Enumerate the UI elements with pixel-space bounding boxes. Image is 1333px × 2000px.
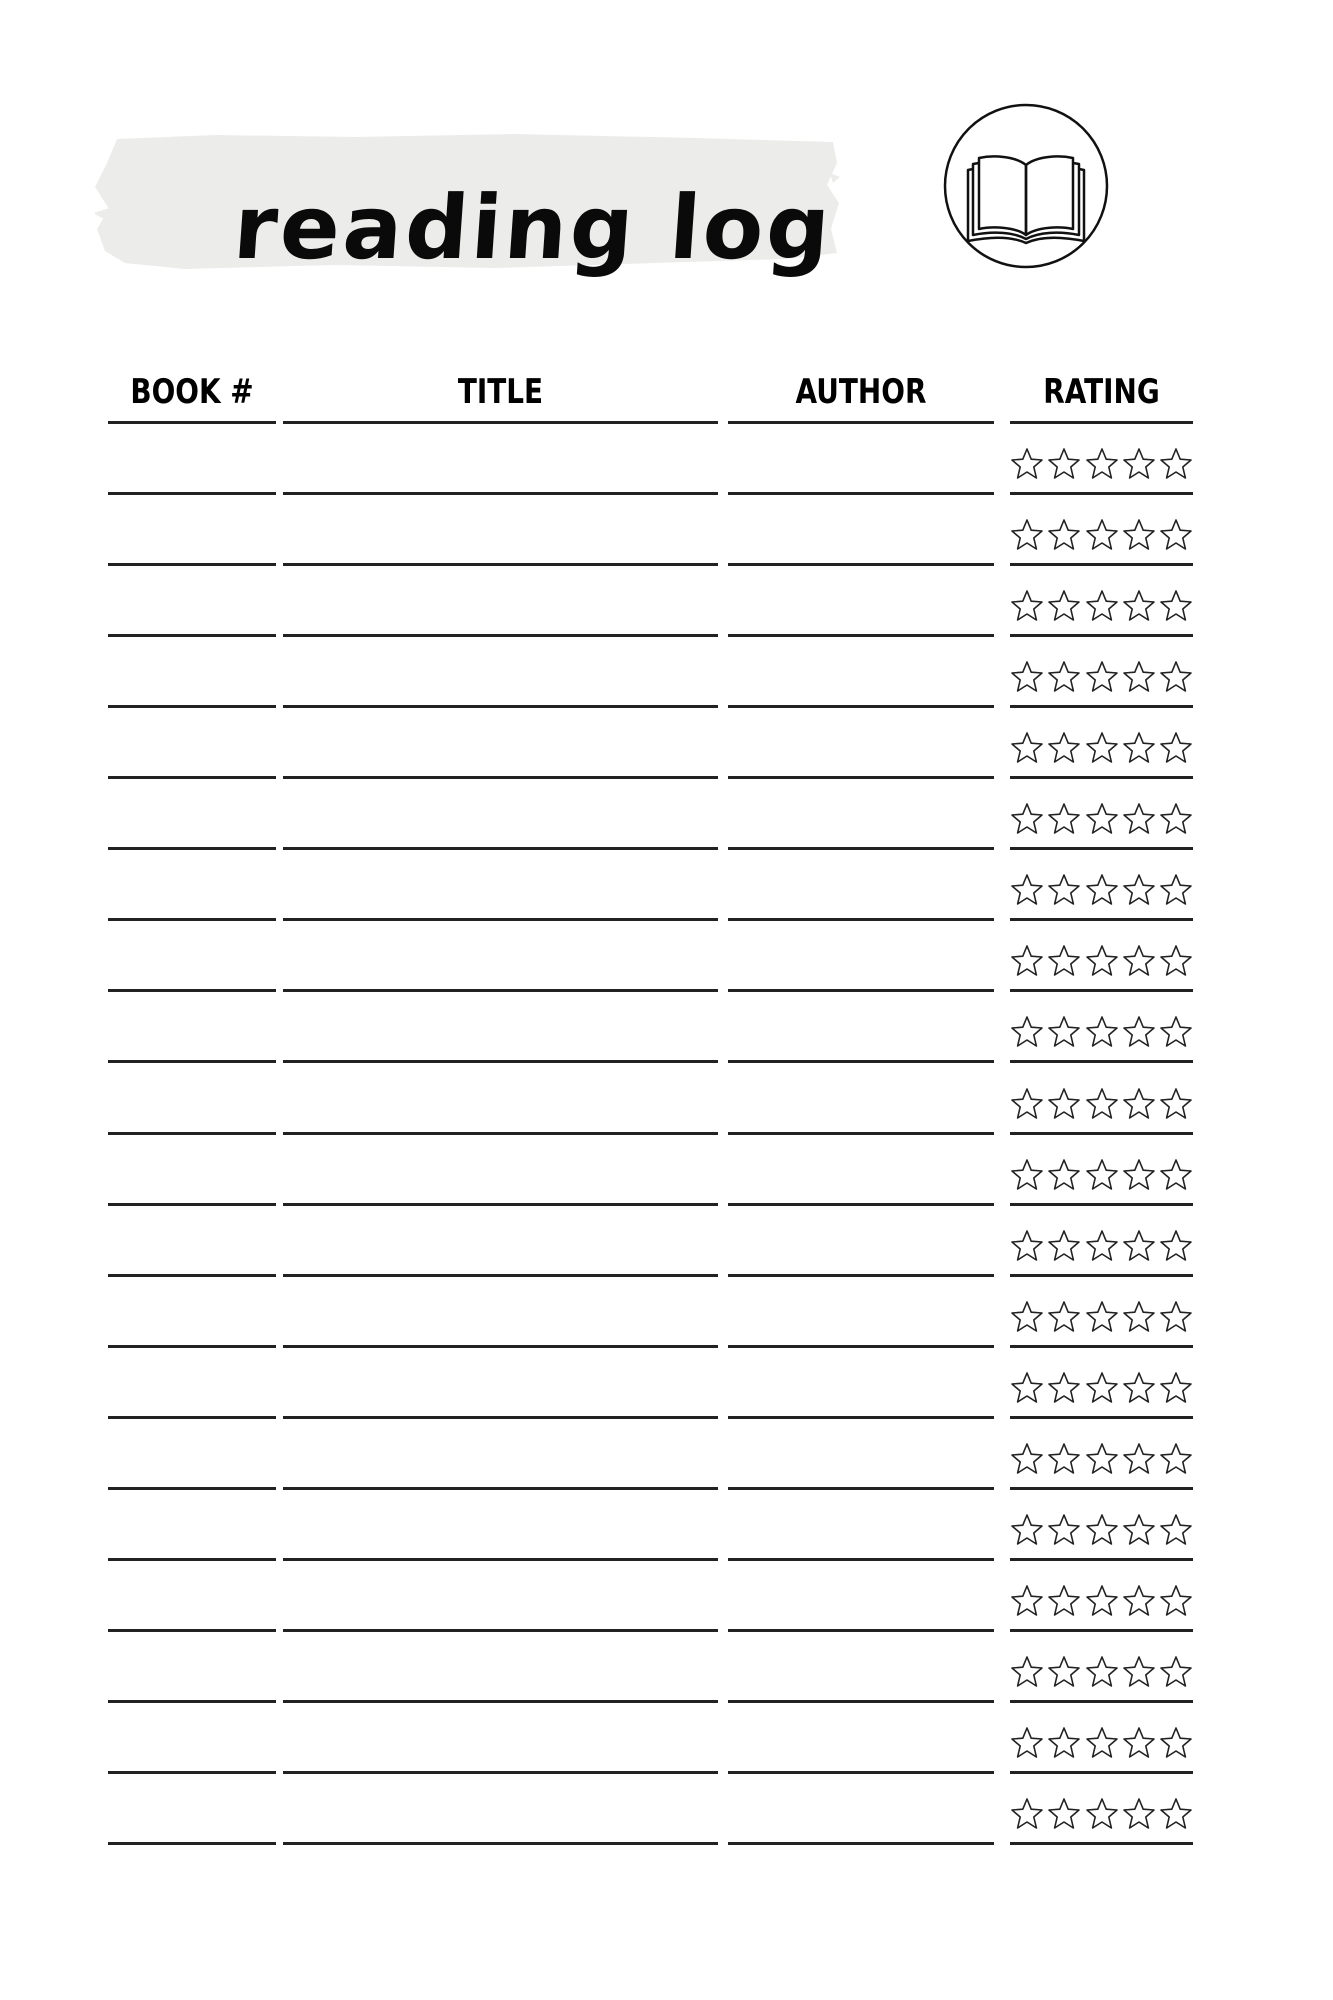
star-outline-icon[interactable]	[1047, 447, 1081, 481]
star-outline-icon[interactable]	[1010, 447, 1044, 481]
star-rating[interactable]	[1010, 1300, 1193, 1336]
star-outline-icon[interactable]	[1085, 1015, 1119, 1049]
book-number-line[interactable]	[108, 634, 276, 637]
rating-line[interactable]	[1010, 1558, 1193, 1561]
star-outline-icon[interactable]	[1010, 944, 1044, 978]
star-outline-icon[interactable]	[1010, 1797, 1044, 1831]
star-rating[interactable]	[1010, 518, 1193, 554]
rating-line[interactable]	[1010, 1629, 1193, 1632]
title-line[interactable]	[283, 1132, 718, 1135]
star-outline-icon[interactable]	[1159, 1584, 1193, 1618]
star-outline-icon[interactable]	[1159, 1300, 1193, 1334]
rating-line[interactable]	[1010, 1203, 1193, 1206]
star-outline-icon[interactable]	[1085, 1158, 1119, 1192]
star-outline-icon[interactable]	[1085, 1584, 1119, 1618]
star-outline-icon[interactable]	[1010, 589, 1044, 623]
star-outline-icon[interactable]	[1047, 731, 1081, 765]
star-outline-icon[interactable]	[1047, 1442, 1081, 1476]
header-underline	[1010, 421, 1193, 424]
book-number-line[interactable]	[108, 1629, 276, 1632]
star-outline-icon[interactable]	[1122, 944, 1156, 978]
title-line[interactable]	[283, 1416, 718, 1419]
star-rating[interactable]	[1010, 660, 1193, 696]
star-outline-icon[interactable]	[1159, 1513, 1193, 1547]
star-outline-icon[interactable]	[1122, 1442, 1156, 1476]
star-rating[interactable]	[1010, 1229, 1193, 1265]
title-line[interactable]	[283, 634, 718, 637]
title-line[interactable]	[283, 989, 718, 992]
rating-line[interactable]	[1010, 1842, 1193, 1845]
star-outline-icon[interactable]	[1047, 1371, 1081, 1405]
star-outline-icon[interactable]	[1047, 1513, 1081, 1547]
star-outline-icon[interactable]	[1085, 1371, 1119, 1405]
book-number-line[interactable]	[108, 989, 276, 992]
star-outline-icon[interactable]	[1047, 1726, 1081, 1760]
author-line[interactable]	[728, 1771, 994, 1774]
star-outline-icon[interactable]	[1122, 731, 1156, 765]
title-line[interactable]	[283, 492, 718, 495]
star-outline-icon[interactable]	[1085, 660, 1119, 694]
star-outline-icon[interactable]	[1122, 660, 1156, 694]
star-outline-icon[interactable]	[1122, 873, 1156, 907]
title-line[interactable]	[283, 563, 718, 566]
star-outline-icon[interactable]	[1010, 1513, 1044, 1547]
star-rating[interactable]	[1010, 1655, 1193, 1691]
book-number-line[interactable]	[108, 492, 276, 495]
book-number-line[interactable]	[108, 1558, 276, 1561]
book-number-line[interactable]	[108, 1274, 276, 1277]
star-outline-icon[interactable]	[1085, 1442, 1119, 1476]
star-outline-icon[interactable]	[1047, 589, 1081, 623]
rating-line[interactable]	[1010, 1700, 1193, 1703]
star-outline-icon[interactable]	[1159, 1655, 1193, 1689]
star-outline-icon[interactable]	[1159, 1229, 1193, 1263]
star-outline-icon[interactable]	[1010, 1015, 1044, 1049]
title-line[interactable]	[283, 1771, 718, 1774]
title-line[interactable]	[283, 1700, 718, 1703]
star-outline-icon[interactable]	[1010, 1229, 1044, 1263]
book-number-line[interactable]	[108, 847, 276, 850]
title-line[interactable]	[283, 1203, 718, 1206]
star-outline-icon[interactable]	[1010, 1442, 1044, 1476]
author-line[interactable]	[728, 1629, 994, 1632]
star-outline-icon[interactable]	[1047, 660, 1081, 694]
star-outline-icon[interactable]	[1047, 802, 1081, 836]
author-line[interactable]	[728, 492, 994, 495]
star-rating[interactable]	[1010, 1015, 1193, 1051]
book-number-line[interactable]	[108, 563, 276, 566]
star-outline-icon[interactable]	[1085, 731, 1119, 765]
star-outline-icon[interactable]	[1122, 1371, 1156, 1405]
star-rating[interactable]	[1010, 731, 1193, 767]
rating-line[interactable]	[1010, 847, 1193, 850]
author-line[interactable]	[728, 705, 994, 708]
book-number-line[interactable]	[108, 1345, 276, 1348]
rating-line[interactable]	[1010, 563, 1193, 566]
star-outline-icon[interactable]	[1159, 944, 1193, 978]
star-outline-icon[interactable]	[1122, 518, 1156, 552]
star-outline-icon[interactable]	[1159, 1087, 1193, 1121]
star-rating[interactable]	[1010, 1513, 1193, 1549]
star-outline-icon[interactable]	[1159, 1797, 1193, 1831]
title-line[interactable]	[283, 1629, 718, 1632]
star-outline-icon[interactable]	[1047, 1015, 1081, 1049]
star-rating[interactable]	[1010, 944, 1193, 980]
rating-line[interactable]	[1010, 1132, 1193, 1135]
star-outline-icon[interactable]	[1010, 873, 1044, 907]
book-number-line[interactable]	[108, 1203, 276, 1206]
star-outline-icon[interactable]	[1122, 1797, 1156, 1831]
star-outline-icon[interactable]	[1010, 1584, 1044, 1618]
author-line[interactable]	[728, 1203, 994, 1206]
star-outline-icon[interactable]	[1085, 1087, 1119, 1121]
title-line[interactable]	[283, 1345, 718, 1348]
rating-line[interactable]	[1010, 918, 1193, 921]
star-outline-icon[interactable]	[1047, 944, 1081, 978]
star-outline-icon[interactable]	[1122, 1158, 1156, 1192]
header-underline	[283, 421, 718, 424]
star-outline-icon[interactable]	[1010, 1300, 1044, 1334]
author-line[interactable]	[728, 1060, 994, 1063]
star-outline-icon[interactable]	[1085, 1655, 1119, 1689]
star-outline-icon[interactable]	[1010, 1371, 1044, 1405]
star-outline-icon[interactable]	[1122, 1229, 1156, 1263]
star-outline-icon[interactable]	[1010, 1726, 1044, 1760]
star-outline-icon[interactable]	[1159, 589, 1193, 623]
star-rating[interactable]	[1010, 589, 1193, 625]
star-outline-icon[interactable]	[1047, 1655, 1081, 1689]
star-outline-icon[interactable]	[1122, 1513, 1156, 1547]
author-line[interactable]	[728, 1132, 994, 1135]
star-outline-icon[interactable]	[1159, 447, 1193, 481]
title-line[interactable]	[283, 1487, 718, 1490]
author-line[interactable]	[728, 918, 994, 921]
star-rating[interactable]	[1010, 1087, 1193, 1123]
star-outline-icon[interactable]	[1047, 1087, 1081, 1121]
star-outline-icon[interactable]	[1010, 731, 1044, 765]
star-outline-icon[interactable]	[1159, 1158, 1193, 1192]
star-outline-icon[interactable]	[1047, 1584, 1081, 1618]
star-outline-icon[interactable]	[1085, 1726, 1119, 1760]
title-line[interactable]	[283, 1274, 718, 1277]
star-outline-icon[interactable]	[1159, 1442, 1193, 1476]
star-outline-icon[interactable]	[1010, 1158, 1044, 1192]
star-outline-icon[interactable]	[1122, 1584, 1156, 1618]
author-line[interactable]	[728, 847, 994, 850]
title-line[interactable]	[283, 918, 718, 921]
book-number-line[interactable]	[108, 1842, 276, 1845]
book-number-line[interactable]	[108, 1416, 276, 1419]
author-line[interactable]	[728, 1274, 994, 1277]
star-outline-icon[interactable]	[1085, 447, 1119, 481]
rating-line[interactable]	[1010, 1487, 1193, 1490]
rating-line[interactable]	[1010, 1416, 1193, 1419]
title-line[interactable]	[283, 1558, 718, 1561]
star-outline-icon[interactable]	[1085, 944, 1119, 978]
star-outline-icon[interactable]	[1047, 1229, 1081, 1263]
star-outline-icon[interactable]	[1159, 1015, 1193, 1049]
star-outline-icon[interactable]	[1122, 1015, 1156, 1049]
star-outline-icon[interactable]	[1159, 660, 1193, 694]
star-outline-icon[interactable]	[1159, 802, 1193, 836]
star-outline-icon[interactable]	[1047, 873, 1081, 907]
header-rating: RATING	[1043, 372, 1160, 412]
rating-line[interactable]	[1010, 1274, 1193, 1277]
book-number-line[interactable]	[108, 705, 276, 708]
star-rating[interactable]	[1010, 1726, 1193, 1762]
rating-line[interactable]	[1010, 705, 1193, 708]
title-line[interactable]	[283, 776, 718, 779]
title-line[interactable]	[283, 1060, 718, 1063]
author-line[interactable]	[728, 563, 994, 566]
star-outline-icon[interactable]	[1122, 447, 1156, 481]
rating-line[interactable]	[1010, 1771, 1193, 1774]
author-line[interactable]	[728, 1487, 994, 1490]
star-rating[interactable]	[1010, 447, 1193, 483]
title-line[interactable]	[283, 1842, 718, 1845]
title-line[interactable]	[283, 847, 718, 850]
book-number-line[interactable]	[108, 1487, 276, 1490]
star-rating[interactable]	[1010, 1797, 1193, 1833]
star-rating[interactable]	[1010, 1371, 1193, 1407]
star-outline-icon[interactable]	[1159, 1726, 1193, 1760]
star-outline-icon[interactable]	[1085, 873, 1119, 907]
rating-line[interactable]	[1010, 634, 1193, 637]
rating-line[interactable]	[1010, 492, 1193, 495]
star-rating[interactable]	[1010, 1584, 1193, 1620]
book-number-line[interactable]	[108, 1132, 276, 1135]
star-outline-icon[interactable]	[1159, 518, 1193, 552]
page-title: reading log	[230, 176, 837, 279]
star-outline-icon[interactable]	[1159, 873, 1193, 907]
author-line[interactable]	[728, 776, 994, 779]
author-line[interactable]	[728, 1842, 994, 1845]
star-outline-icon[interactable]	[1047, 518, 1081, 552]
rating-line[interactable]	[1010, 1060, 1193, 1063]
star-outline-icon[interactable]	[1085, 802, 1119, 836]
star-rating[interactable]	[1010, 873, 1193, 909]
star-outline-icon[interactable]	[1122, 1655, 1156, 1689]
star-outline-icon[interactable]	[1085, 1513, 1119, 1547]
star-outline-icon[interactable]	[1122, 802, 1156, 836]
header-author: AUTHOR	[795, 372, 927, 412]
author-line[interactable]	[728, 1558, 994, 1561]
book-number-line[interactable]	[108, 1700, 276, 1703]
star-outline-icon[interactable]	[1159, 1371, 1193, 1405]
star-rating[interactable]	[1010, 1442, 1193, 1478]
book-number-line[interactable]	[108, 918, 276, 921]
author-line[interactable]	[728, 989, 994, 992]
star-outline-icon[interactable]	[1010, 1655, 1044, 1689]
star-outline-icon[interactable]	[1047, 1300, 1081, 1334]
star-outline-icon[interactable]	[1085, 518, 1119, 552]
star-outline-icon[interactable]	[1010, 660, 1044, 694]
author-line[interactable]	[728, 1416, 994, 1419]
star-outline-icon[interactable]	[1159, 731, 1193, 765]
title-line[interactable]	[283, 705, 718, 708]
book-number-line[interactable]	[108, 776, 276, 779]
author-line[interactable]	[728, 1700, 994, 1703]
star-outline-icon[interactable]	[1010, 802, 1044, 836]
star-outline-icon[interactable]	[1085, 589, 1119, 623]
star-outline-icon[interactable]	[1122, 1087, 1156, 1121]
star-outline-icon[interactable]	[1010, 518, 1044, 552]
rating-line[interactable]	[1010, 989, 1193, 992]
star-outline-icon[interactable]	[1085, 1300, 1119, 1334]
book-number-line[interactable]	[108, 1771, 276, 1774]
star-outline-icon[interactable]	[1122, 1300, 1156, 1334]
star-outline-icon[interactable]	[1085, 1797, 1119, 1831]
rating-line[interactable]	[1010, 1345, 1193, 1348]
header-book-number: BOOK #	[130, 372, 254, 412]
header-underline	[728, 421, 994, 424]
author-line[interactable]	[728, 1345, 994, 1348]
star-outline-icon[interactable]	[1085, 1229, 1119, 1263]
star-rating[interactable]	[1010, 802, 1193, 838]
book-number-line[interactable]	[108, 1060, 276, 1063]
open-book-icon	[943, 103, 1109, 269]
star-outline-icon[interactable]	[1047, 1158, 1081, 1192]
header-underline	[108, 421, 276, 424]
header-title: TITLE	[457, 372, 544, 412]
star-outline-icon[interactable]	[1010, 1087, 1044, 1121]
author-line[interactable]	[728, 634, 994, 637]
star-rating[interactable]	[1010, 1158, 1193, 1194]
star-outline-icon[interactable]	[1047, 1797, 1081, 1831]
rating-line[interactable]	[1010, 776, 1193, 779]
star-outline-icon[interactable]	[1122, 589, 1156, 623]
star-outline-icon[interactable]	[1122, 1726, 1156, 1760]
